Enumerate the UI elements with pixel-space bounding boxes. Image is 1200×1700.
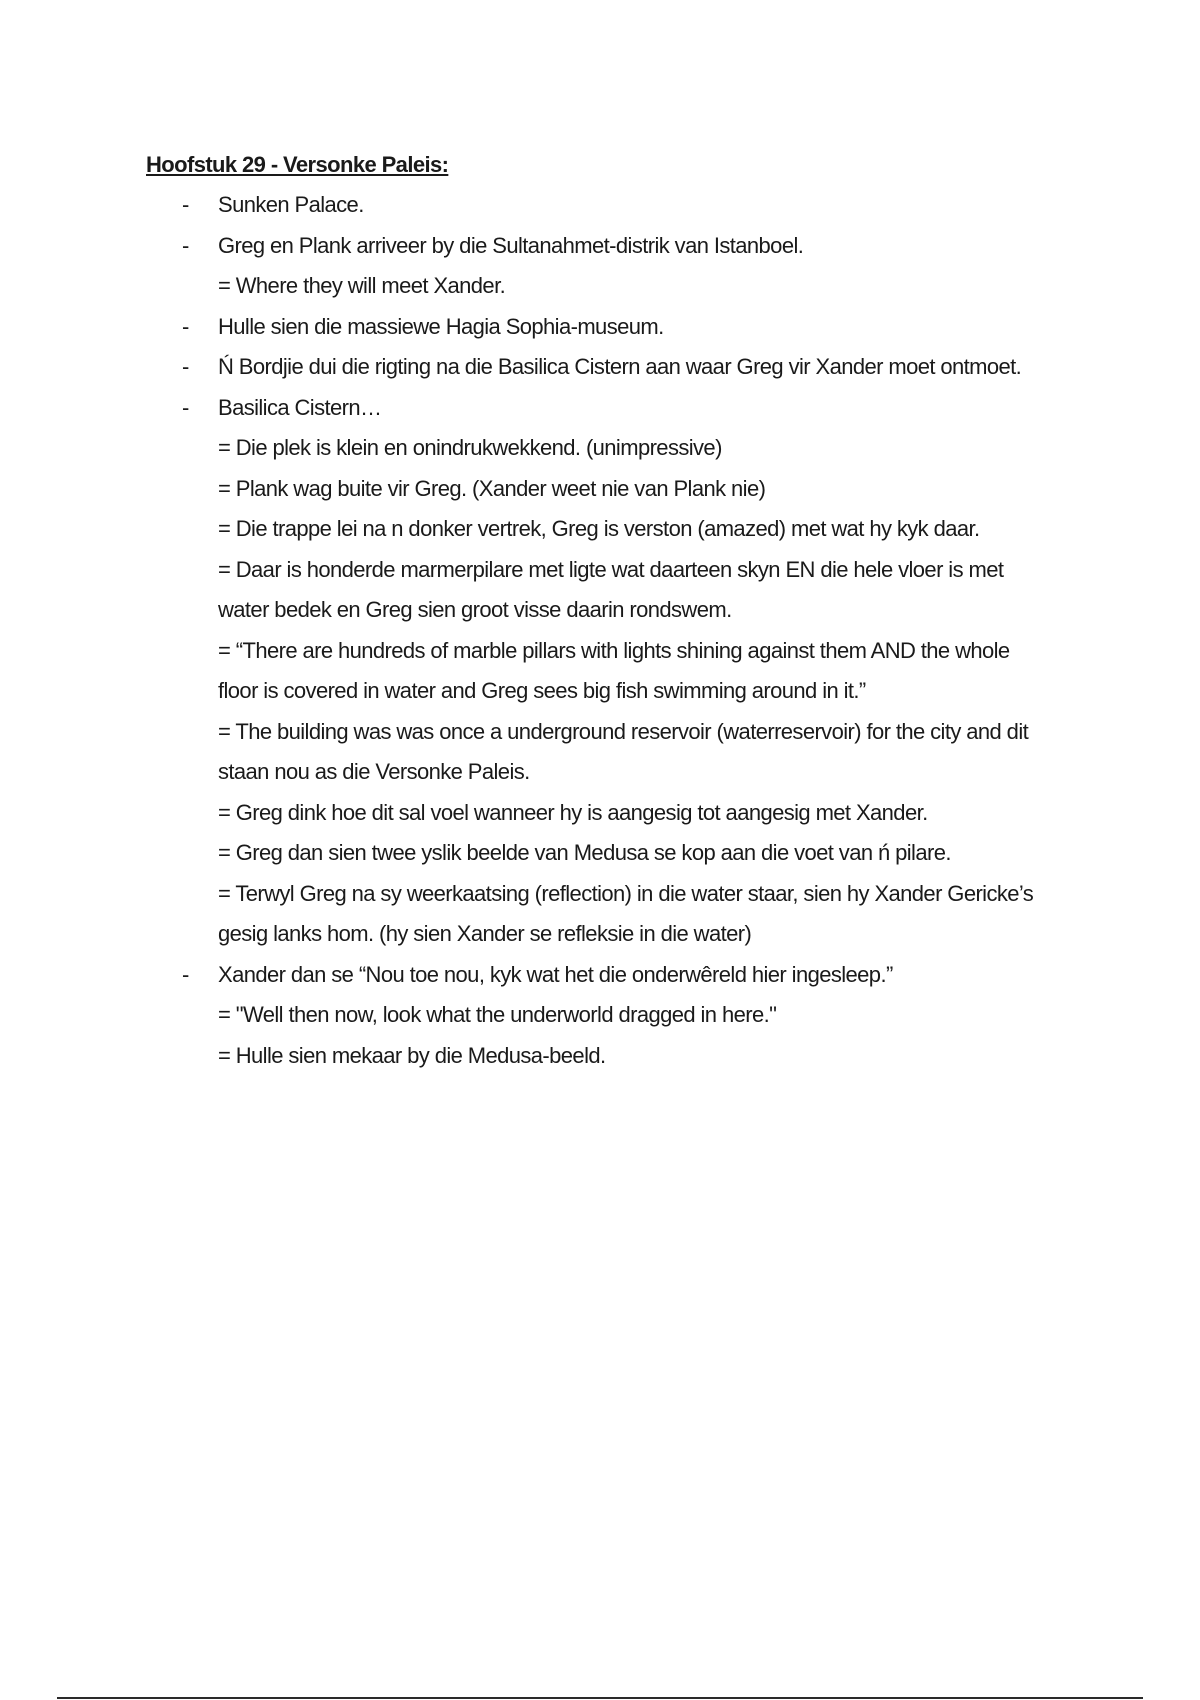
note-line — [146, 712, 1096, 753]
note-line — [146, 752, 1096, 793]
bullet-dash: - — [182, 354, 189, 379]
bullet-dash: - — [182, 192, 189, 217]
bullet-item — [146, 185, 1096, 226]
line-text: = Die plek is klein en onindrukwekkend. (unimpressive) — [218, 435, 722, 460]
note-line — [146, 671, 1096, 712]
line-text: = Where they will meet Xander. — [218, 273, 506, 298]
line-text: = Die trappe lei na n donker vertrek, Greg is verston (amazed) met wat hy kyk daar. — [218, 516, 980, 541]
bullet-item — [146, 226, 1096, 267]
note-line — [146, 509, 1096, 550]
line-text: = Daar is honderde marmerpilare met ligte wat daarteen skyn EN die hele vloer is met — [218, 556, 1004, 582]
line-text: Ń Bordjie dui die rigting na die Basilica Cistern aan waar Greg vir Xander moet ontmoet. — [218, 354, 1022, 379]
note-line — [146, 833, 1096, 874]
bullet-item — [146, 307, 1096, 348]
note-line — [146, 590, 1096, 631]
note-line — [146, 874, 1096, 915]
line-text: = Hulle sien mekaar by die Medusa-beeld. — [218, 1042, 606, 1068]
line-text: floor is covered in water and Greg sees big fish swimming around in it.” — [218, 678, 866, 703]
line-text: = Greg dan sien twee yslik beelde van Medusa se kop aan die voet van ń pilare. — [218, 840, 951, 865]
bullet-item — [146, 955, 1096, 996]
line-text: = Greg dink hoe dit sal voel wanneer hy is aangesig tot aangesig met Xander. — [218, 799, 928, 825]
line-text: = The building was was once a underground reservoir (waterreservoir) for the city and dit — [218, 718, 1029, 744]
line-text: = Terwyl Greg na sy weerkaatsing (reflection) in die water staar, sien hy Xander Gericke’s — [218, 880, 1034, 906]
line-text: gesig lanks hom. (hy sien Xander se refleksie in die water) — [218, 921, 752, 946]
note-line — [146, 631, 1096, 672]
bullet-dash: - — [182, 232, 189, 258]
note-line — [146, 1036, 1096, 1077]
bullet-dash: - — [182, 394, 189, 420]
line-text: = "Well then now, look what the underworld dragged in here." — [218, 1002, 777, 1027]
note-line — [146, 550, 1096, 591]
line-text: water bedek en Greg sien groot visse daarin rondswem. — [218, 597, 732, 622]
notes-list — [146, 185, 1096, 1076]
line-text: Greg en Plank arriveer by die Sultanahmet-distrik van Istanboel. — [218, 232, 804, 258]
note-line — [146, 266, 1096, 307]
line-text: Hulle sien die massiewe Hagia Sophia-museum. — [218, 313, 664, 339]
line-text: staan nou as die Versonke Paleis. — [218, 759, 530, 784]
notes-body — [146, 145, 1096, 1076]
line-text: Xander dan se “Nou toe nou, kyk wat het die onderwêreld hier ingesleep.” — [218, 961, 893, 987]
line-text: = “There are hundreds of marble pillars with lights shining against them AND the whole — [218, 637, 1010, 663]
line-text: Sunken Palace. — [218, 192, 364, 217]
chapter-heading: Hoofstuk 29 - Versonke Paleis: — [146, 152, 449, 177]
note-line — [146, 428, 1096, 469]
bullet-item — [146, 388, 1096, 429]
note-line — [146, 914, 1096, 955]
note-line — [146, 793, 1096, 834]
bullet-dash: - — [182, 313, 189, 339]
bullet-dash: - — [182, 961, 189, 987]
bullet-item — [146, 347, 1096, 388]
note-line — [146, 995, 1096, 1036]
line-text: Basilica Cistern… — [218, 394, 382, 420]
page-bottom-rule — [57, 1697, 1143, 1699]
line-text: = Plank wag buite vir Greg. (Xander weet nie van Plank nie) — [218, 475, 766, 501]
note-line — [146, 469, 1096, 510]
